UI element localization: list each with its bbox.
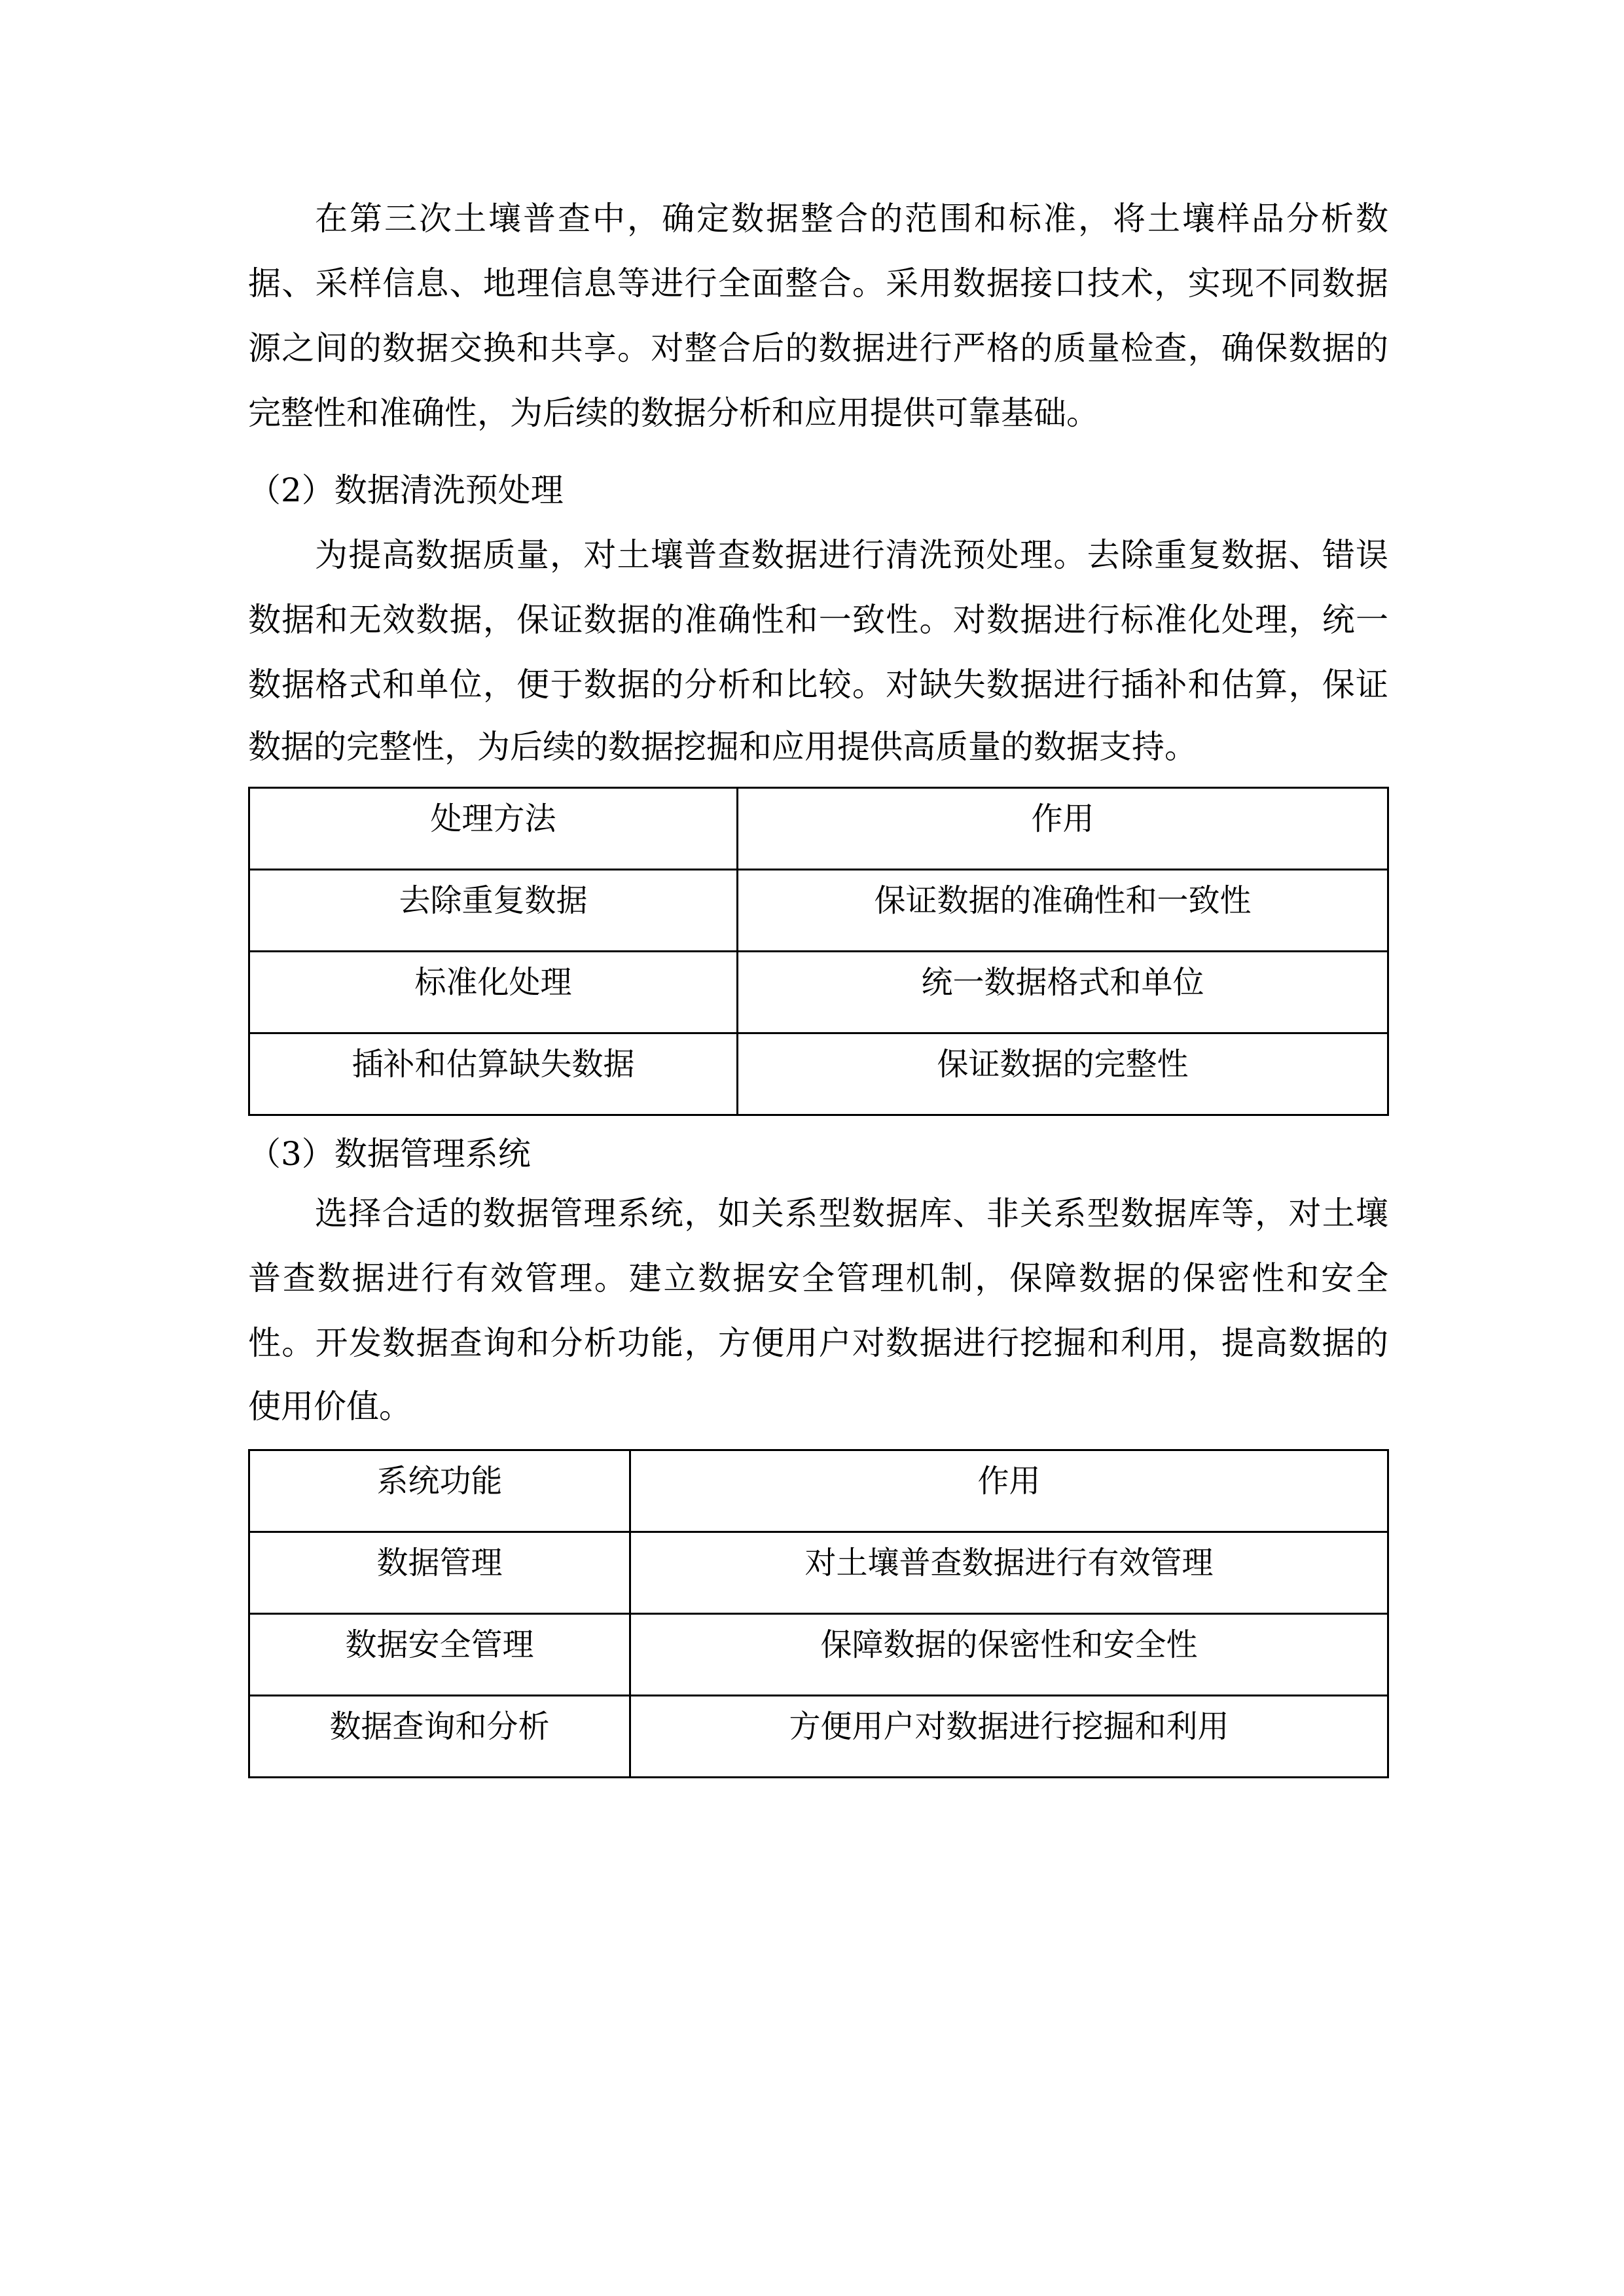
section-heading-data-management: （3）数据管理系统 <box>248 1135 531 1173</box>
table-header-row <box>249 1450 1388 1532</box>
text-line: 性。开发数据查询和分析功能，方便用户对数据进行挖掘和利用，提高数据的 <box>248 1324 1388 1362</box>
text-line: 为提高数据质量，对土壤普查数据进行清洗预处理。去除重复数据、错误 <box>315 536 1388 574</box>
table-cell: 去除重复数据 <box>249 870 738 952</box>
table-cell: 统一数据格式和单位 <box>738 952 1388 1033</box>
table-row <box>249 1614 1388 1696</box>
table-header-cell: 作用 <box>738 788 1388 870</box>
section-heading-data-cleaning: （2）数据清洗预处理 <box>248 471 564 509</box>
table-header-cell: 作用 <box>630 1450 1388 1532</box>
table-header-row <box>249 788 1388 870</box>
table-row <box>249 952 1388 1033</box>
table-row <box>249 1033 1388 1115</box>
text-line: 源之间的数据交换和共享。对整合后的数据进行严格的质量检查，确保数据的 <box>248 329 1388 367</box>
table-row <box>249 1696 1388 1778</box>
table-cell: 保证数据的完整性 <box>738 1033 1388 1115</box>
text-line: 普查数据进行有效管理。建立数据安全管理机制，保障数据的保密性和安全 <box>248 1259 1388 1297</box>
text-line: 在第三次土壤普查中，确定数据整合的范围和标准，将土壤样品分析数 <box>315 200 1388 238</box>
text-line: 据、采样信息、地理信息等进行全面整合。采用数据接口技术，实现不同数据 <box>248 264 1388 302</box>
text-line: 数据和无效数据，保证数据的准确性和一致性。对数据进行标准化处理，统一 <box>248 601 1388 639</box>
table-header-cell: 系统功能 <box>249 1450 630 1532</box>
system-functions-table <box>248 1449 1389 1778</box>
table-cell: 插补和估算缺失数据 <box>249 1033 738 1115</box>
cleaning-methods-table <box>248 787 1389 1116</box>
text-line: 使用价值。 <box>248 1388 412 1426</box>
table-cell: 方便用户对数据进行挖掘和利用 <box>630 1696 1388 1778</box>
table-header-cell: 处理方法 <box>249 788 738 870</box>
table-cell: 对土壤普查数据进行有效管理 <box>630 1532 1388 1614</box>
text-line: 选择合适的数据管理系统，如关系型数据库、非关系型数据库等，对土壤 <box>315 1194 1388 1232</box>
table-cell: 数据管理 <box>249 1532 630 1614</box>
table-cell: 数据查询和分析 <box>249 1696 630 1778</box>
table-cell: 保障数据的保密性和安全性 <box>630 1614 1388 1696</box>
table-row <box>249 870 1388 952</box>
table-cell: 标准化处理 <box>249 952 738 1033</box>
text-line: 数据的完整性，为后续的数据挖掘和应用提供高质量的数据支持。 <box>248 728 1197 766</box>
table-cell: 保证数据的准确性和一致性 <box>738 870 1388 952</box>
text-line: 完整性和准确性，为后续的数据分析和应用提供可靠基础。 <box>248 394 1099 432</box>
text-line: 数据格式和单位，便于数据的分析和比较。对缺失数据进行插补和估算，保证 <box>248 666 1388 704</box>
table-row <box>249 1532 1388 1614</box>
table-cell: 数据安全管理 <box>249 1614 630 1696</box>
